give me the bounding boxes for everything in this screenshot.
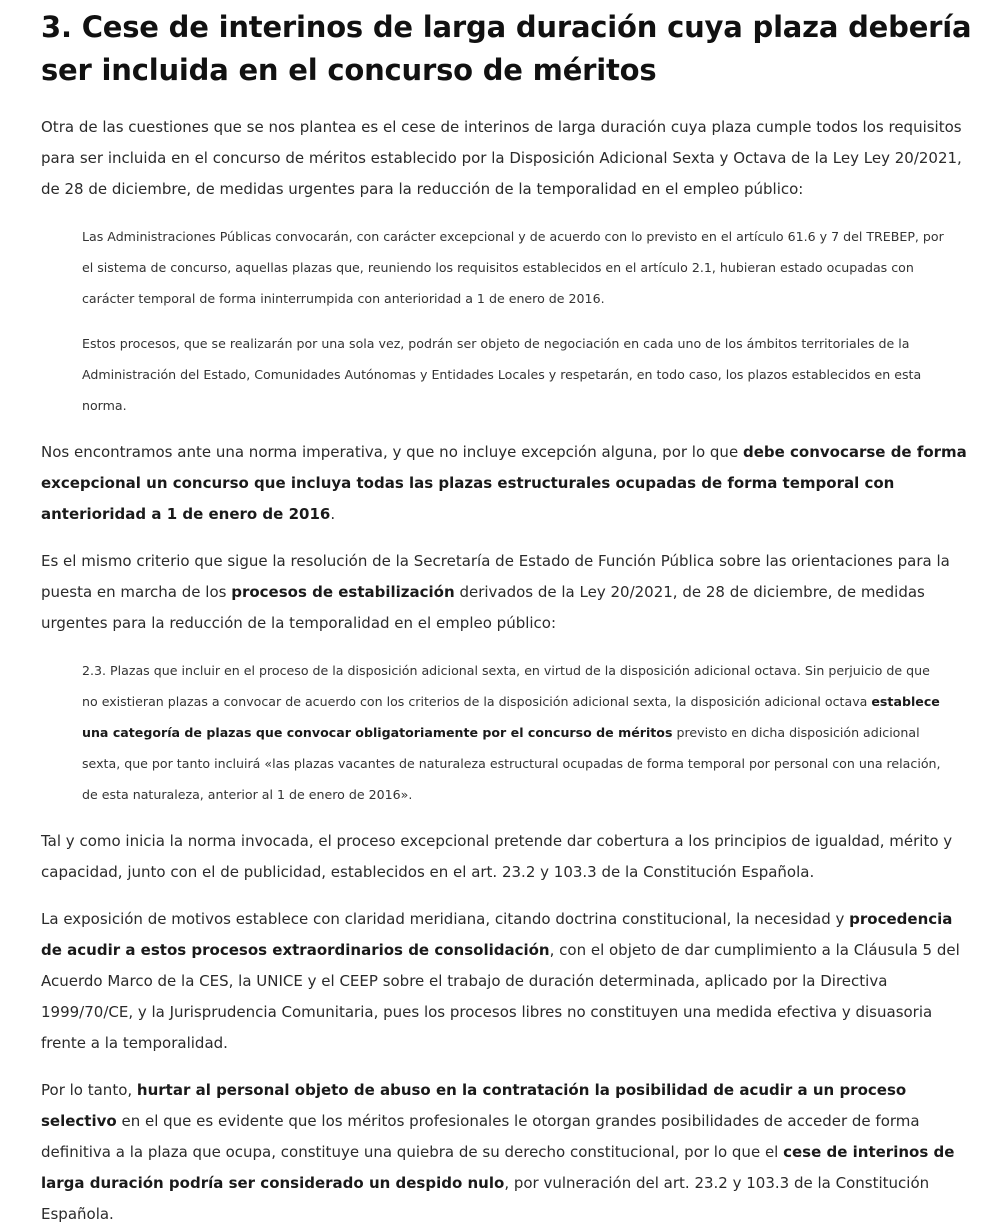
quote-paragraph: Las Administraciones Públicas convocarán, con carácter excepcional y de acuerdo con lo previsto en el artículo 61.6 y 7 del TREBEP, por el sistema de concurso, aquellas plazas que, reuniendo los requisitos establecidos en el artículo 2.1, hubieran estado ocupadas con carácter temporal de forma ininterrumpida con anterioridad a 1 de enero de 2016. bbox=[82, 229, 944, 306]
text: previsto en dicha disposición adicional sexta, que por tanto incluirá «las plazas vacantes de naturaleza estructural ocupadas de forma temporal por personal con una relación, de esta naturaleza, anterior al 1 de enero de 2016». bbox=[82, 725, 941, 802]
section-heading: 3. Cese de interinos de larga duración cuya plaza debería ser incluida en el concurso de méritos bbox=[41, 10, 972, 87]
text: , por vulneración del art. 23.2 y 103.3 de la Constitución Española. bbox=[41, 1174, 930, 1223]
emphasis-text: hurtar al personal objeto de abuso en la contratación la posibilidad de acudir a un proceso selectivo bbox=[41, 1081, 907, 1130]
paragraph-motives bbox=[41, 904, 975, 1059]
text: , con el objeto de dar cumplimiento a la Cláusula 5 del Acuerdo Marco de la CES, la UNICE y el CEEP sobre el trabajo de duración determinada, aplicado por la Directiva 1999/70/CE, y la Jurisprudencia Comunitaria, pues los procesos libres no constituyen una medida efectiva y disuasoria frente a la temporalidad. bbox=[41, 941, 960, 1052]
emphasis-text: procedencia de acudir a estos procesos extraordinarios de consolidación bbox=[41, 910, 953, 959]
text: 2.3. Plazas que incluir en el proceso de la disposición adicional sexta, en virtud de la disposición adicional octava. Sin perjuicio de que no existieran plazas a convocar de acuerdo con los criterios de la disposición adicional sexta, la disposición adicional octava bbox=[82, 663, 930, 709]
quote-paragraph: Estos procesos, que se realizarán por una sola vez, podrán ser objeto de negociación en cada uno de los ámbitos territoriales de la Administración del Estado, Comunidades Autónomas y Entidades Locales y respetarán, en todo caso, los plazos establecidos en esta norma. bbox=[82, 336, 922, 413]
paragraph-principles: Tal y como inicia la norma invocada, el proceso excepcional pretende dar cobertura a los principios de igualdad, mérito y capacidad, junto con el de publicidad, establecidos en el art. 23.2 y 103.3 de la Constitución Española. bbox=[41, 832, 953, 881]
legal-quote-2 bbox=[82, 655, 975, 810]
text: en el que es evidente que los méritos profesionales le otorgan grandes posibilidades de acceder de forma definitiva a la plaza que ocupa, constituye una quiebra de su derecho constitucional, por lo que el bbox=[41, 1112, 920, 1161]
text: . bbox=[330, 505, 336, 523]
emphasis-text: cese de interinos de larga duración podría ser considerado un despido nulo bbox=[41, 1143, 955, 1192]
emphasis-text: debe convocarse de forma excepcional un concurso que incluya todas las plazas estructurales ocupadas de forma temporal con anterioridad a 1 de enero de 2016 bbox=[41, 443, 967, 523]
emphasis-text: establece una categoría de plazas que convocar obligatoriamente por el concurso de méritos bbox=[82, 694, 940, 740]
quote-paragraph bbox=[82, 655, 945, 810]
text: Es el mismo criterio que sigue la resolución de la Secretaría de Estado de Función Pública sobre las orientaciones para la puesta en marcha de los bbox=[41, 552, 950, 601]
text: La exposición de motivos establece con claridad meridiana, citando doctrina constitucional, la necesidad y bbox=[41, 910, 850, 928]
text: Por lo tanto, bbox=[41, 1081, 137, 1099]
text: Nos encontramos ante una norma imperativa, y que no incluye excepción alguna, por lo que bbox=[41, 443, 743, 461]
paragraph-imperative-norm bbox=[41, 437, 975, 530]
paragraph-conclusion bbox=[41, 1075, 975, 1230]
legal-quote-1 bbox=[82, 221, 975, 421]
text: derivados de la Ley 20/2021, de 28 de diciembre, de medidas urgentes para la reducción de la temporalidad en el empleo público: bbox=[41, 583, 925, 632]
paragraph-intro: Otra de las cuestiones que se nos plantea es el cese de interinos de larga duración cuya plaza cumple todos los requisitos para ser incluida en el concurso de méritos establecido por la Disposición Adicional Sexta y Octava de la Ley Ley 20/2021, de 28 de diciembre, de medidas urgentes para la reducción de la temporalidad en el empleo público: bbox=[41, 118, 962, 198]
paragraph-criterion bbox=[41, 546, 975, 639]
emphasis-text: procesos de estabilización bbox=[231, 583, 455, 601]
